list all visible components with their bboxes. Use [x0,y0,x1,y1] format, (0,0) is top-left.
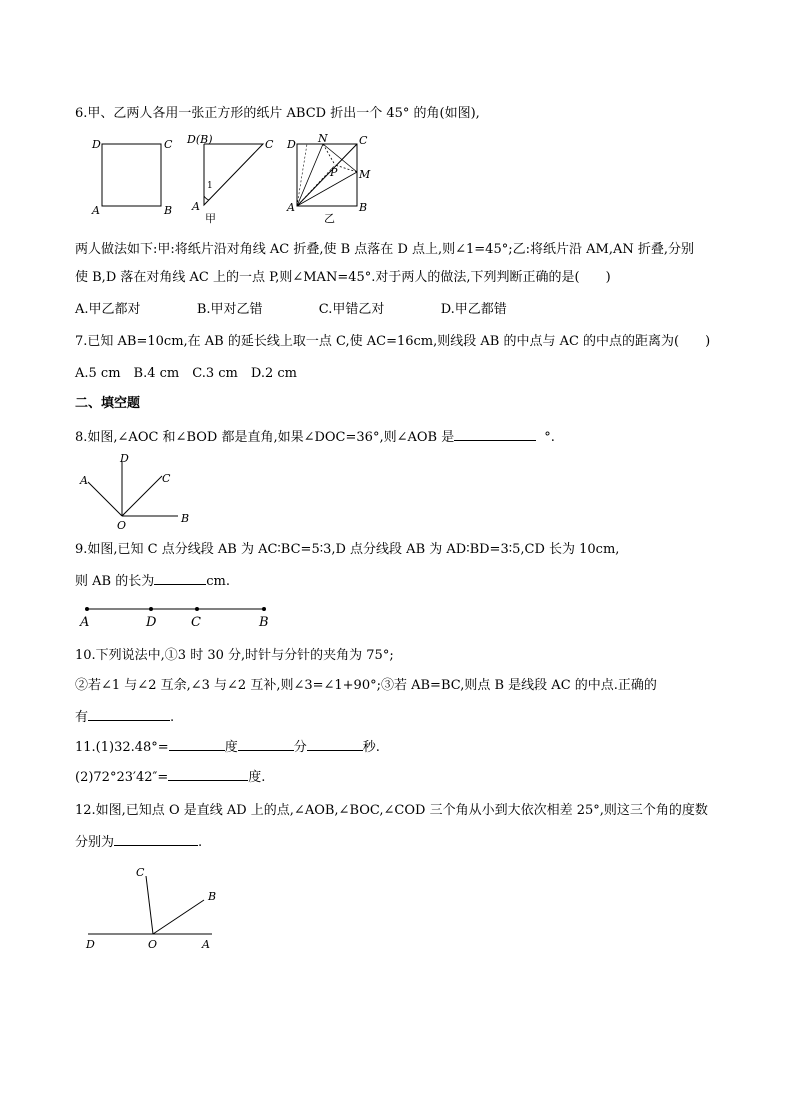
label-A: A [192,200,200,213]
q6-description-line2: 使 B,D 落在对角线 AC 上的一点 P,则∠MAN=45°.对于两人的做法,下列判断正确的是( ) [75,270,611,285]
q12-line2-text: 分别为 [75,835,115,850]
q8-figure [80,452,200,532]
label-A: A [92,204,100,217]
q6-figure-jia [185,134,285,226]
q9-line2-text: 则 AB 的长为 [75,574,155,589]
label-A: A [287,201,295,214]
label-C: C [359,134,368,147]
q6-figure-square [92,134,173,217]
label-D: D [120,452,129,465]
section-heading: 二、填空题 [75,396,141,411]
q11-part2-unit: 度. [248,770,266,785]
q6-figure-yi [287,134,377,226]
q11-line2 [75,768,265,786]
q6-option-b: B.甲对乙错 [196,302,263,317]
label-B: B [164,204,173,217]
label-D: D [287,138,296,151]
label-jia: 甲 [205,212,216,225]
q10-line1: 10.下列说法中,①3 时 30 分,时针与分针的夹角为 75°; [75,648,394,663]
q11-minute-unit: 分 [293,740,307,755]
label-1: 1 [207,181,213,191]
q8-answer-blank[interactable] [454,428,536,441]
label-A: A [80,615,90,630]
q11-part1-label: 11.(1)32.48°= [75,740,169,755]
label-C: C [164,138,173,151]
label-C: C [136,866,145,879]
q10-line3-text: 有 [75,710,89,725]
q10-line3 [75,708,174,726]
q9-answer-blank[interactable] [154,572,206,585]
q7-stem: 7.已知 AB=10cm,在 AB 的延长线上取一点 C,使 AC=16cm,则线段 AB 的中点与 AC 的中点的距离为( ) [75,334,711,349]
label-A: A [202,938,210,951]
q10-answer-blank[interactable] [88,708,170,721]
q11-part2-blank[interactable] [168,768,248,781]
q6-options [75,302,507,318]
label-D: D [86,938,95,951]
label-D: D [146,615,157,630]
q12-answer-blank[interactable] [114,833,198,846]
q6-option-d: D.甲乙都错 [440,302,507,317]
q6-option-a: A.甲乙都对 [75,302,141,317]
label-M: M [359,168,371,181]
label-N: N [318,132,328,145]
q12-figure [84,862,224,952]
label-A: A [80,474,88,487]
q9-line2-end: cm. [206,574,230,589]
q8-stem [75,428,555,446]
label-yi: 乙 [324,212,335,225]
q11-part2-label: (2)72°23′42″= [75,770,169,785]
q12-line2 [75,833,202,851]
label-B: B [181,512,190,525]
q8-stem-text: 8.如图,∠AOC 和∠BOD 都是直角,如果∠DOC=36°,则∠AOB 是 [75,430,455,445]
q11-degree-unit: 度 [224,740,238,755]
q9-figure [78,600,278,628]
q10-line3-end: . [170,710,175,725]
label-P: P [330,166,338,179]
label-B: B [259,615,269,630]
label-B: B [208,890,217,903]
q11-line1 [75,738,380,756]
q6-stem: 6.甲、乙两人各用一张正方形的纸片 ABCD 折出一个 45° 的角(如图), [75,106,480,121]
q12-line1: 12.如图,已知点 O 是直线 AD 上的点,∠AOB,∠BOC,∠COD 三个角从小到大依次相差 25°,则这三个角的度数 [75,803,708,818]
q9-line1: 9.如图,已知 C 点分线段 AB 为 AC∶BC=5∶3,D 点分线段 AB 为 AD∶BD=3∶5,CD 长为 10cm, [75,542,620,557]
q7-options: A.5 cm B.4 cm C.3 cm D.2 cm [75,366,297,381]
q6-description-line1: 两人做法如下:甲:将纸片沿对角线 AC 折叠,使 B 点落在 D 点上,则∠1=45°;乙:将纸片沿 AM,AN 折叠,分别 [75,242,694,257]
q11-second-blank[interactable] [307,738,363,751]
label-C: C [265,138,274,151]
q11-second-unit: 秒. [362,740,380,755]
q8-stem-end: °. [544,430,555,445]
q6-option-c: C.甲错乙对 [318,302,385,317]
q9-line2 [75,572,230,590]
label-B: B [359,201,368,214]
label-O: O [148,938,158,951]
q11-minute-blank[interactable] [238,738,294,751]
label-DB: D(B) [187,133,213,146]
q10-line2: ②若∠1 与∠2 互余,∠3 与∠2 互补,则∠3=∠1+90°;③若 AB=BC,则点 B 是线段 AC 的中点.正确的 [75,678,657,693]
label-C: C [191,615,201,630]
q12-line2-end: . [198,835,203,850]
label-D: D [92,138,101,151]
label-O: O [117,519,127,532]
q11-degree-blank[interactable] [169,738,225,751]
label-C: C [162,472,171,485]
